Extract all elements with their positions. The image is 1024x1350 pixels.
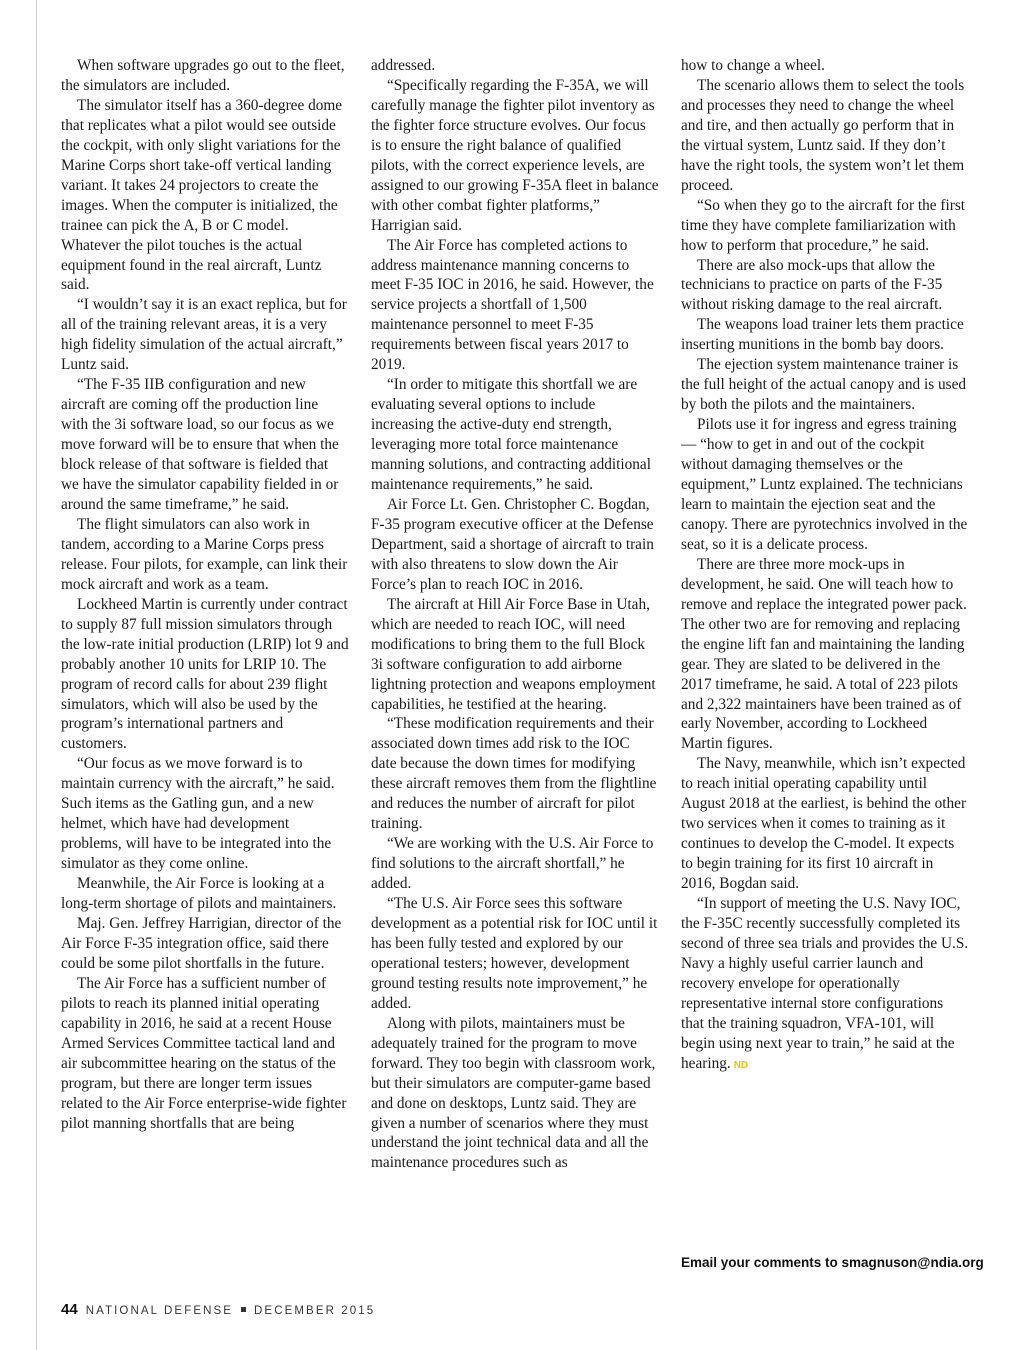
paragraph: The Navy, meanwhile, which isn’t expected to reach initial operating capability until August 2018 at the earliest, is behind the other two services when it comes to training as it continues to develop the C-model. It expects to begin training for its first 10 aircraft in 2016, Bogdan said. — [681, 755, 967, 893]
paragraph: The simulator itself has a 360-degree dome that replicates what a pilot would see outside the cockpit, with only slight variations for the Marine Corps short take-off vertical landing variant. It takes 24 projectors to create the images. When the computer is initialized, the trainee can pick the A, B or C model. Whatever the pilot touches is the actual equipment found in the real aircraft, Luntz said. — [61, 96, 343, 294]
paragraph: “Our focus as we move forward is to maintain currency with the aircraft,” he said. Such items as the Gatling gun, and a new helmet, which have had development problems, will have to be integrated into the simulator as they come online. — [61, 755, 335, 873]
email-comments-note: Email your comments to smagnuson@ndia.org — [681, 1255, 984, 1270]
paragraph: Air Force Lt. Gen. Christopher C. Bogdan, F-35 program executive officer at the Defense Department, said a shortage of aircraft to train with also threatens to slow down the Air Force’s plan to reach IOC in 2016. — [371, 495, 654, 593]
article-column-1 — [61, 56, 349, 1133]
paragraph: There are also mock-ups that allow the technicians to practice on parts of the F-35 without risking damage to the real aircraft. — [681, 256, 943, 314]
article-column-2 — [371, 56, 659, 1173]
paragraph: “The F-35 IIB configuration and new aircraft are coming off the production line with the 3i software load, so our focus as we move forward will be to ensure that when the block release of that software is fielded that we have the simulator capability fielded in or around the same timeframe,” he said. — [61, 376, 339, 513]
paragraph: There are three more mock-ups in development, he said. One will teach how to remove and replace the integrated power pack. The other two are for removing and replacing the engine lift fan and maintaining the landing gear. They are slated to be delivered in the 2017 timeframe, he said. A total of 223 pilots and 2,322 maintainers have been trained as of early November, according to Lockheed Martin figures. — [681, 555, 967, 753]
paragraph: The flight simulators can also work in tandem, according to a Marine Corps press release. Four pilots, for example, can link their mock aircraft and work as a team. — [61, 515, 348, 593]
paragraph-text: “In support of meeting the U.S. Navy IOC, the F-35C recently successfully completed its second of three sea trials and provides the U.S. Navy a highly useful carrier launch and recovery envelope for operationally representative internal store configurations that the training squadron, VFA-101, will begin using next year to train,” he said at the hearing. — [681, 895, 969, 1072]
paragraph-continued: how to change a wheel. — [681, 57, 825, 74]
paragraph: “In order to mitigate this shortfall we are evaluating several options to include increasing the active-duty end strength, leveraging more total force maintenance manning solutions, and contracting additional maintenance requirements,” he said. — [371, 376, 651, 494]
publication-name: NATIONAL DEFENSE — [85, 1305, 234, 1317]
paragraph-continued: addressed. — [371, 57, 436, 74]
paragraph: “I wouldn’t say it is an exact replica, but for all of the training relevant areas, it is a very high fidelity simulation of the actual aircraft,” Luntz said. — [61, 296, 347, 374]
paragraph: The aircraft at Hill Air Force Base in Utah, which are needed to reach IOC, will need modifications to bring them to the full Block 3i software configuration to add airborne lightning protection and weapons employment capabilities, he testified at the hearing. — [371, 595, 656, 713]
paragraph-final — [681, 894, 969, 1076]
paragraph: Lockheed Martin is currently under contract to supply 87 full mission simulators through the low-rate initial production (LRIP) lot 9 and probably another 10 units for LRIP 10. The program of record calls for about 239 flight simulators, which will also be used by the program’s international partners and customers. — [61, 595, 349, 753]
paragraph: Along with pilots, maintainers must be adequately trained for the program to move forward. They too begin with classroom work, but their simulators are computer-game based and done on desktops, Luntz said. They are given a number of scenarios where they must understand the joint technical data and all the maintenance procedures such as — [371, 1014, 656, 1172]
page-number: 44 — [61, 1301, 78, 1318]
paragraph: Maj. Gen. Jeffrey Harrigian, director of the Air Force F-35 integration office, said there could be some pilot shortfalls in the future. — [61, 914, 342, 972]
paragraph: The Air Force has completed actions to address maintenance manning concerns to meet F-35 IOC in 2016, he said. However, the service projects a shortfall of 1,500 maintenance personnel to meet F-35 requirements between fiscal years 2017 to 2019. — [371, 236, 654, 374]
paragraph: Meanwhile, the Air Force is looking at a long-term shortage of pilots and maintainers. — [61, 875, 337, 913]
page-margin-rule — [36, 0, 37, 1350]
paragraph: The ejection system maintenance trainer is the full height of the actual canopy and is used by both the pilots and the maintainers. — [681, 356, 967, 414]
paragraph: The Air Force has a sufficient number of pilots to reach its planned initial operating capability in 2016, he said at a recent House Armed Services Committee tactical land and air subcommittee hearing on the status of the program, but there are longer term issues related to the Air Force enterprise-wide fighter pilot manning shortfalls that are being — [61, 974, 347, 1132]
end-mark: ND — [733, 1059, 749, 1071]
paragraph: Pilots use it for ingress and egress training — “how to get in and out of the cockpit without damaging themselves or the equipment,” Luntz explained. The technicians learn to maintain the ejection seat and the canopy. There are pyrotechnics involved in the seat, so it is a delicate process. — [681, 416, 968, 553]
paragraph: “These modification requirements and their associated down times add risk to the IOC date because the down times for modifying these aircraft removes them from the flightline and reduces the number of aircraft for pilot training. — [371, 715, 657, 833]
paragraph: “Specifically regarding the F-35A, we will carefully manage the fighter pilot inventory as the fighter force structure evolves. Our focus is to ensure the right balance of qualified pilots, with the correct experience levels, are assigned to our growing F-35A fleet in balance with other combat fighter platforms,” Harrigian said. — [371, 76, 659, 234]
separator-square-icon — [241, 1307, 246, 1312]
paragraph: “The U.S. Air Force sees this software development as a potential risk for IOC until it has been fully tested and explored by our operational testers; however, development ground testing results note improvement,” he added. — [371, 895, 658, 1012]
paragraph: The weapons load trainer lets them practice inserting munitions in the bomb bay doors. — [681, 316, 964, 354]
paragraph: “So when they go to the aircraft for the first time they have complete familiarization with how to perform that procedure,” he said. — [681, 196, 966, 254]
paragraph: The scenario allows them to select the tools and processes they need to change the wheel and tire, and then actually go perform that in the virtual system, Luntz said. If they don’t have the right tools, the system won’t let them proceed. — [681, 76, 965, 194]
page-footer — [61, 1301, 375, 1318]
paragraph: When software upgrades go out to the fleet, the simulators are included. — [61, 57, 345, 94]
article-column-3 — [681, 56, 969, 1076]
paragraph: “We are working with the U.S. Air Force to find solutions to the aircraft shortfall,” he added. — [371, 835, 654, 893]
issue-date: DECEMBER 2015 — [254, 1305, 376, 1317]
